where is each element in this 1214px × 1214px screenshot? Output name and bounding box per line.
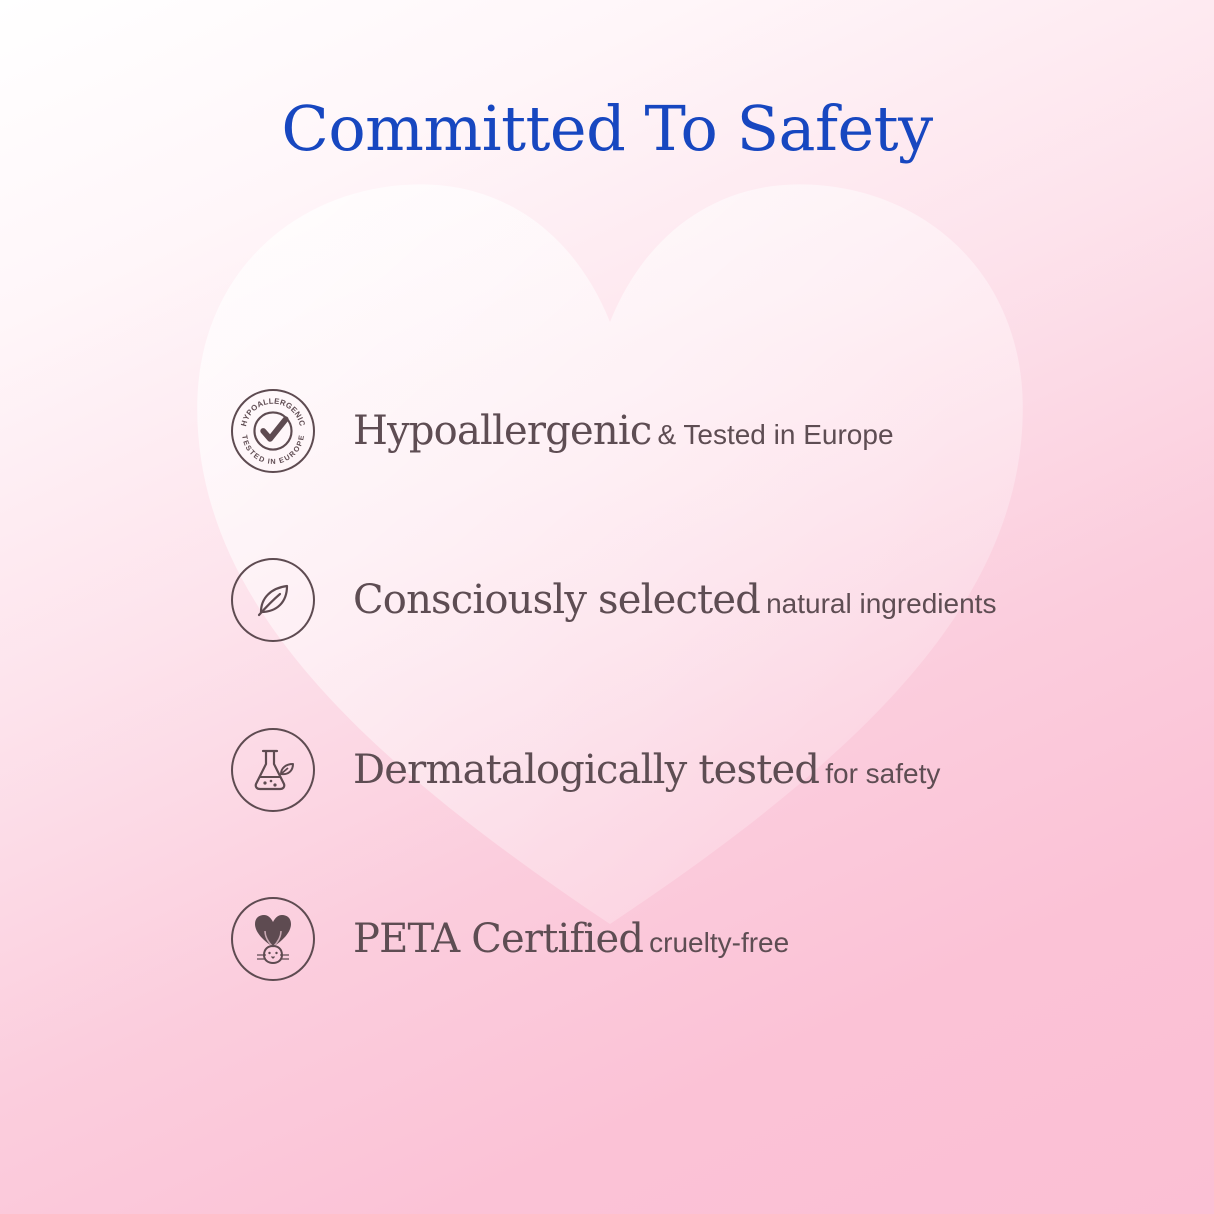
bunny-heart-icon — [231, 897, 315, 981]
svg-text:HYPOALLERGENIC: HYPOALLERGENIC — [239, 396, 307, 428]
feature-hypoallergenic — [231, 389, 894, 473]
feature-dermatologically-tested — [231, 728, 940, 812]
page-title: Committed To Safety — [281, 92, 933, 165]
feature-main-text: PETA Certified — [353, 916, 644, 962]
svg-text:TESTED IN EUROPE: TESTED IN EUROPE — [240, 434, 306, 466]
feature-natural-ingredients — [231, 558, 996, 642]
leaf-icon — [231, 558, 315, 642]
feature-peta-certified — [231, 897, 789, 981]
feature-sub-text: natural ingredients — [766, 588, 997, 619]
flask-leaf-icon — [231, 728, 315, 812]
feature-sub-text: cruelty-free — [649, 927, 790, 958]
feature-sub-text: & Tested in Europe — [657, 419, 894, 450]
feature-sub-text: for safety — [825, 758, 941, 789]
hypoallergenic-badge-icon — [231, 389, 315, 473]
feature-main-text: Dermatalogically tested — [353, 747, 820, 793]
feature-main-text: Hypoallergenic — [353, 408, 652, 454]
feature-main-text: Consciously selected — [353, 577, 761, 623]
